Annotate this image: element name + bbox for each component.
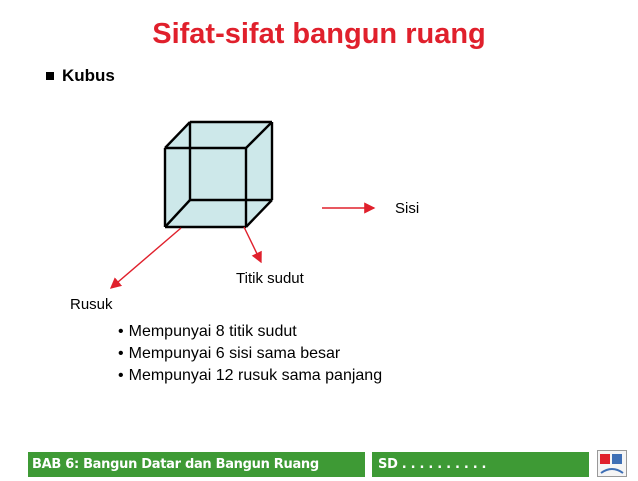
list-item: • Mempunyai 8 titik sudut — [118, 321, 382, 343]
publisher-logo-icon — [597, 450, 627, 477]
footer-grade: SD . . . . . . . . . . — [372, 452, 589, 477]
list-item: • Mempunyai 6 sisi sama besar — [118, 343, 382, 365]
titik-sudut-arrow — [244, 227, 261, 262]
slide-title: Sifat-sifat bangun ruang — [152, 18, 486, 50]
list-item: • Mempunyai 12 rusuk sama panjang — [118, 365, 382, 387]
properties-list — [118, 321, 382, 387]
label-rusuk: Rusuk — [70, 296, 113, 313]
rusuk-arrow — [111, 228, 181, 288]
section-heading-label: Kubus — [62, 66, 115, 85]
label-titik-sudut: Titik sudut — [236, 270, 304, 287]
footer-chapter: BAB 6: Bangun Datar dan Bangun Ruang — [28, 452, 365, 477]
label-sisi: Sisi — [395, 200, 420, 217]
